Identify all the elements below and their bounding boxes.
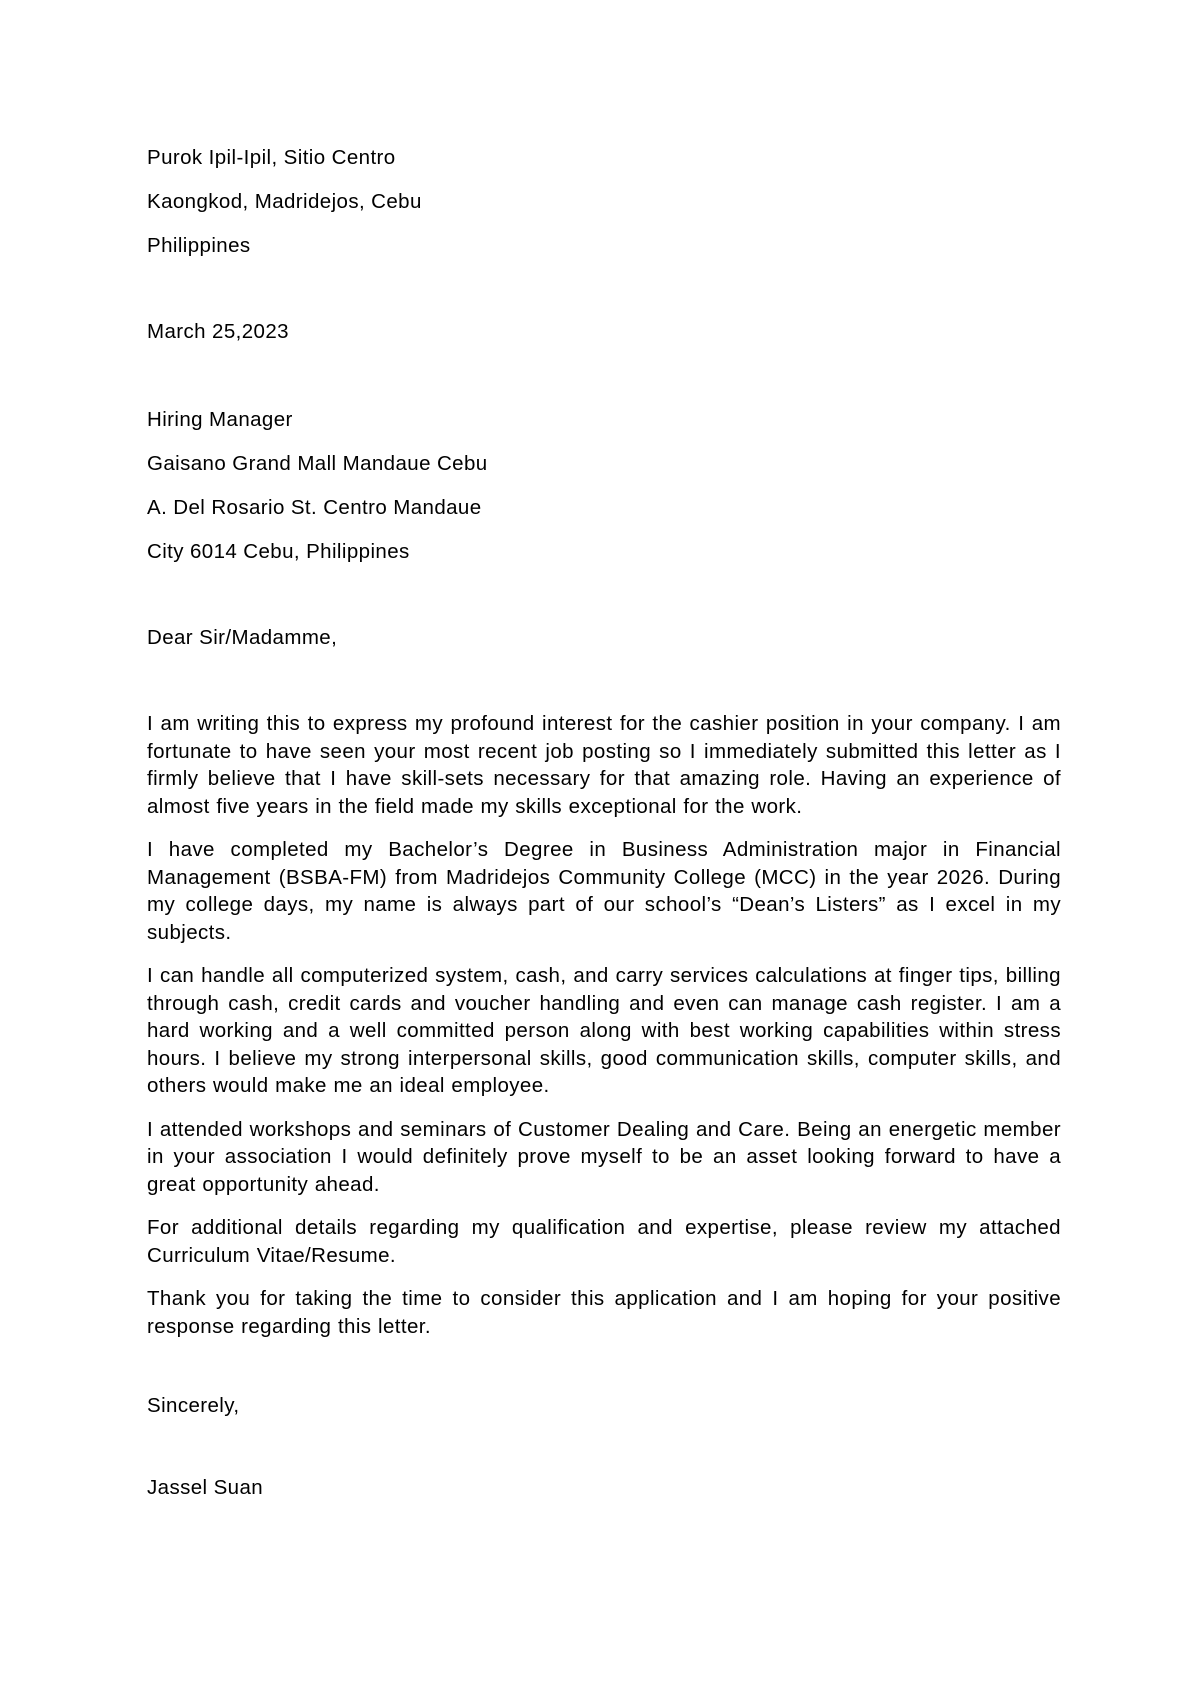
body-paragraph-5: For additional details regarding my qualification and expertise, please review my attached Curriculum Vitae/Resume. bbox=[147, 1216, 1061, 1267]
signature-name: Jassel Suan bbox=[147, 1476, 264, 1499]
recipient-street: A. Del Rosario St. Centro Mandaue bbox=[147, 496, 482, 519]
closing-block bbox=[147, 1394, 1061, 1438]
cover-letter bbox=[147, 146, 1061, 1520]
signature-block bbox=[147, 1476, 1061, 1520]
salutation-block bbox=[147, 626, 1061, 670]
body-paragraph-1: I am writing this to express my profound interest for the cashier position in your company. I am fortunate to have seen your most recent job posting so I immediately submitted this letter as I firmly believe that I have skill-sets necessary for that amazing role. Having an experience of almost five years in the field made my skills exceptional for the work. bbox=[147, 712, 1061, 818]
sender-address-line-1: Purok Ipil-Ipil, Sitio Centro bbox=[147, 146, 396, 169]
recipient-title: Hiring Manager bbox=[147, 408, 293, 431]
body-paragraph-6: Thank you for taking the time to consider this application and I am hoping for your positive response regarding this letter. bbox=[147, 1287, 1061, 1338]
sender-address bbox=[147, 146, 1061, 278]
recipient-company: Gaisano Grand Mall Mandaue Cebu bbox=[147, 452, 488, 475]
recipient-city: City 6014 Cebu, Philippines bbox=[147, 540, 410, 563]
body-paragraph-3: I can handle all computerized system, cash, and carry services calculations at finger tips, billing through cash, credit cards and voucher handling and even can manage cash register. I am a hard working and a well committed person along with best working capabilities within stress hours. I believe my strong interpersonal skills, good communication skills, computer skills, and others would make me an ideal employee. bbox=[147, 964, 1061, 1097]
letter-date: March 25,2023 bbox=[147, 320, 289, 343]
letter-body bbox=[147, 710, 1061, 1340]
letter-date-block bbox=[147, 320, 1061, 364]
sender-country: Philippines bbox=[147, 234, 251, 257]
closing: Sincerely, bbox=[147, 1394, 240, 1417]
salutation: Dear Sir/Madamme, bbox=[147, 626, 338, 649]
body-paragraph-2: I have completed my Bachelor’s Degree in Business Administration major in Financial Management (BSBA-FM) from Madridejos Community College (MCC) in the year 2026. During my college days, my name is always part of our school’s “Dean’s Listers” as I excel in my subjects. bbox=[147, 838, 1061, 944]
recipient-address bbox=[147, 408, 1061, 584]
body-paragraph-4: I attended workshops and seminars of Customer Dealing and Care. Being an energetic member in your association I would definitely prove myself to be an asset looking forward to have a great opportunity ahead. bbox=[147, 1117, 1061, 1196]
sender-address-line-2: Kaongkod, Madridejos, Cebu bbox=[147, 190, 422, 213]
